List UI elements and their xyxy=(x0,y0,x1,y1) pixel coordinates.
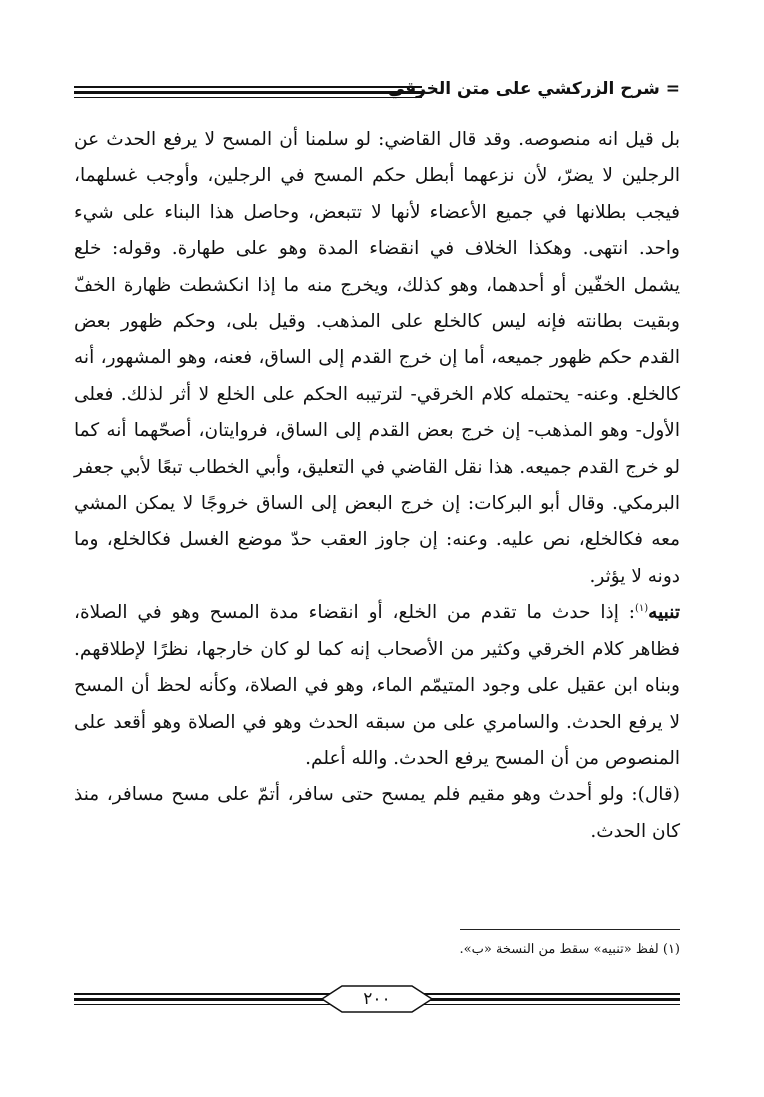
page-number-ornament xyxy=(302,984,452,1014)
note-keyword: تنبيه xyxy=(648,602,680,624)
paragraph-2-text: : إذا حدث ما تقدم من الخلع، أو انقضاء مدة المسح وهو في الصلاة، فظاهر كلام الخرقي وكثير من الأصحاب إنه كما لو كان خارجها، نظرًا لإطلاقهم. وبناه ابن عقيل على وجود المتيمّم الماء، وهو في الصلاة، وكأنه لحظ أن المسح لا يرفع الحدث. والسامري على من سبقه الحدث وهو في الصلاة وهو أقعد على المنصوص من أن المسح يرفع الحدث. والله أعلم. xyxy=(74,602,680,769)
paragraph-3: (قال): ولو أحدث وهو مقيم فلم يمسح حتى سافر، أتمّ على مسح مسافر، منذ كان الحدث. xyxy=(74,784,680,842)
page-footer xyxy=(74,984,680,1018)
footnote-divider xyxy=(460,929,680,930)
running-header xyxy=(74,78,680,108)
paragraph-1: بل قيل انه منصوصه. وقد قال القاضي: لو سلمنا أن المسح لا يرفع الحدث عن الرجلين لا يضرّ، لأن نزعهما أبطل حكم المسح في الرجلين، وأوجب غسلهما، فيجب بطلانها في جميع الأعضاء لأنها لا تتبعض، وحاصل هذا البناء على شيء واحد. انتهى. وهكذا الخلاف في انقضاء المدة وهو على طهارة. وقوله: خلع يشمل الخفّين أو أحدهما، وهو كذلك، ويخرج منه ما إذا انكشطت ظهارة الخفّ وبقيت بطانته فإنه ليس كالخلع على المذهب. وقيل بلى، وحكم ظهور بعض القدم حكم ظهور جميعه، أما إن خرج القدم إلى الساق، فعنه، وهو المشهور، أنه كالخلع. وعنه- يحتمله كلام الخرقي- لترتيبه الحكم على الخلع لا أثر لذلك. فعلى الأول- وهو المذهب- إن خرج بعض القدم إلى الساق، فروايتان، أصحّهما أنه كما لو خرج القدم جميعه. هذا نقل القاضي في التعليق، وأبي الخطاب تبعًا لأبي جعفر البرمكي. وقال أبو البركات: إن خرج البعض إلى الساق خروجًا لا يمكن المشي معه فكالخلع، نص عليه. وعنه: إن جاوز العقب حدّ موضع الغسل فكالخلع، وما دونه لا يؤثر. xyxy=(74,129,680,587)
footnote-reference[interactable]: (١) xyxy=(634,603,649,615)
paragraph-2 xyxy=(74,595,680,777)
header-rule xyxy=(74,91,422,94)
footnote: (١) لفظ «تنبيه» سقط من النسخة «ب». xyxy=(459,942,680,957)
main-text xyxy=(74,122,680,850)
header-rule xyxy=(74,86,422,88)
page-number: ٢٠٠ xyxy=(363,989,391,1009)
header-title: = شرح الزركشي على متن الخرقي xyxy=(387,79,680,99)
header-rule xyxy=(74,97,422,98)
